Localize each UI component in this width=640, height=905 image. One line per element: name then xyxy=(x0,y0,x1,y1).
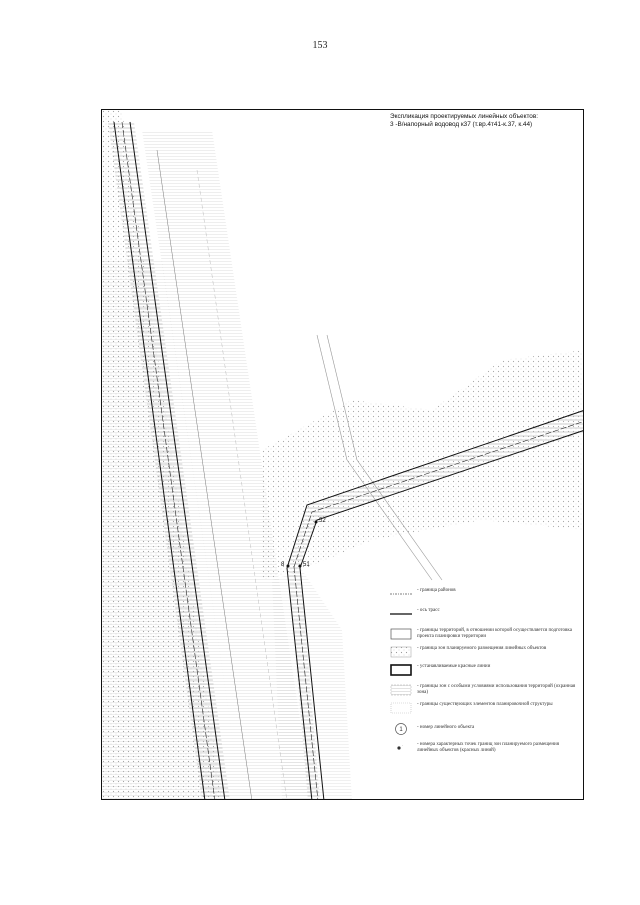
legend-text: - границы существующих элементов планировочной структуры xyxy=(417,702,553,707)
legend-item-characteristic-point xyxy=(390,742,580,754)
planning-territory-symbol xyxy=(390,628,412,640)
legend-text: - номера характерных точек границ зон планируемого размещения линейных объектов (красных линий) xyxy=(417,742,559,753)
existing-structure-symbol xyxy=(390,702,412,714)
legend-item-route-axis xyxy=(390,608,580,620)
legend-text: - ось трасс xyxy=(417,608,440,613)
legend-text: - устанавливаемые красные линии xyxy=(417,664,491,669)
legend-text: - границы территорий, в отношении которой осуществляется подготовка проекта планировки территории xyxy=(417,628,572,639)
legend-text: - границы зон с особыми условиями использования территорий (охранная зона) xyxy=(417,684,576,695)
legend-item-special-use-zone xyxy=(390,684,580,696)
characteristic-point-symbol xyxy=(390,742,412,754)
point-marker xyxy=(299,565,302,568)
district-boundary-symbol xyxy=(390,588,412,600)
object-number-marker: 1 xyxy=(399,727,403,733)
object-number-symbol xyxy=(390,722,412,734)
point-label: 52 xyxy=(319,518,326,524)
legend-item-planning-territory xyxy=(390,628,580,640)
legend-text: - граница зон планируемого размещения линейных объектов xyxy=(417,646,547,651)
point-label: 8 xyxy=(281,562,285,568)
legend-text: - граница районов xyxy=(417,588,456,593)
legend xyxy=(390,588,580,754)
point-marker xyxy=(287,565,290,568)
legend-text: - номер линейного объекта xyxy=(417,725,475,730)
legend-item-red-lines xyxy=(390,664,580,676)
special-use-zone-symbol xyxy=(390,684,412,696)
map-frame xyxy=(101,109,584,800)
red-lines-symbol xyxy=(390,664,412,676)
route-axis-symbol xyxy=(390,608,412,620)
svg-text:.: . xyxy=(402,742,404,747)
point-marker xyxy=(315,521,318,524)
point-label: 51 xyxy=(303,562,310,568)
page-number: 153 xyxy=(312,40,328,51)
legend-item-object-number xyxy=(390,722,580,734)
title-line-1: Экспликация проектируемых линейных объектов: xyxy=(390,113,539,120)
legend-item-linear-object-zone xyxy=(390,646,580,658)
title-block xyxy=(390,113,580,129)
legend-item-existing-structure xyxy=(390,702,580,714)
legend-item-district-boundary xyxy=(390,588,580,600)
title-line-2: 3 -В/напорный водовод к37 (т.вр.4т41-к.37, к.44) xyxy=(390,121,533,128)
linear-object-zone-symbol xyxy=(390,646,412,658)
